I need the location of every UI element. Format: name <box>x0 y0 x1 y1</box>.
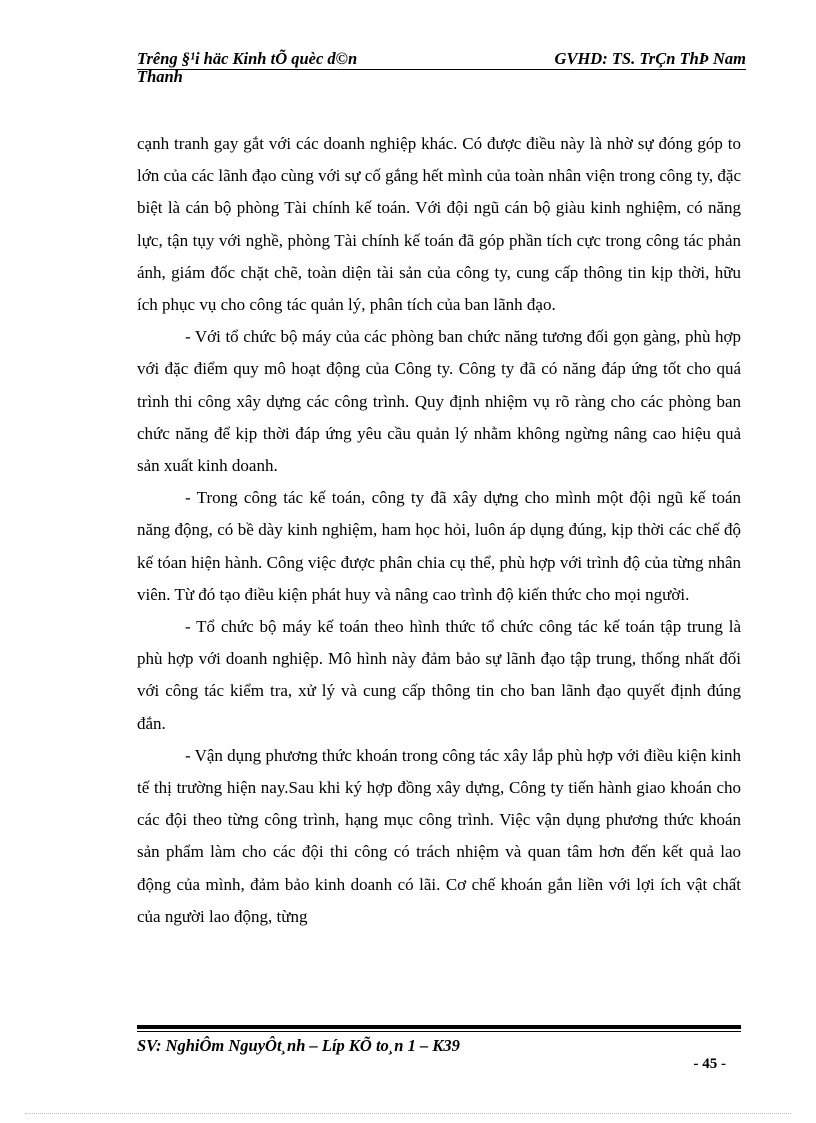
footer-divider-thick <box>137 1025 741 1029</box>
paragraph-department-structure: - Với tổ chức bộ máy của các phòng ban chức năng tương đối gọn gàng, phù hợp với đặc điểm quy mô hoạt động của Công ty. Công ty đã có năng đáp ứng tốt cho quá trình thi công xây dựng các công trình. Quy định nhiệm vụ rõ ràng cho các phòng ban chức năng để kịp thời đáp ứng yêu cầu quản lý nhằm không ngừng nâng cao hiệu quả sản xuất kinh doanh. <box>137 327 741 476</box>
header-divider <box>137 69 746 70</box>
footer-divider-thin <box>137 1031 741 1032</box>
header-university-continued: Thanh <box>137 67 183 86</box>
page-number: - 45 - <box>693 1056 726 1072</box>
paragraph-contracting-method: - Vận dụng phương thức khoán trong công tác xây lắp phù hợp với điều kiện kinh tế thị trường hiện nay.Sau khi ký hợp đồng xây dựng, Công ty tiến hành giao khoán cho các đội theo từng công trình, hạng mục công trình. Việc vận dụng phương thức khoán sản phẩm làm cho các đội thi công có trách nhiệm và quan tâm hơn đến kết quả lao động của mình, đảm bảo kinh doanh có lãi. Cơ chế khoán gắn liền với lợi ích vật chất của người lao động, từng <box>137 745 741 926</box>
paragraph-accounting-team: - Trong công tác kế toán, công ty đã xây dựng cho mình một đội ngũ kế toán năng động, có bề dày kinh nghiệm, ham học hỏi, luôn áp dụng đúng, kịp thời các chế độ kế tóan hiện hành. Công việc được phân chia cụ thể, phù hợp với trình độ của từng nhân viên. Từ đó tạo điều kiện phát huy và nâng cao trình độ kiến thức cho mọi người. <box>137 488 741 604</box>
page-header <box>137 50 746 90</box>
page-bottom-border <box>25 1113 791 1114</box>
paragraph-continuation: cạnh tranh gay gắt với các doanh nghiệp khác. Có được điều này là nhờ sự đóng góp to lớn của các lãnh đạo cùng với sự cố gắng hết mình của toàn nhân viện trong công ty, đặc biệt là cán bộ phòng Tài chính kế toán. Với đội ngũ cán bộ giàu kinh nghiệm, có năng lực, tận tụy với nghề, phòng Tài chính kế toán đã góp phần tích cực trong công tác phản ánh, giám đốc chặt chẽ, toàn diện tài sản của công ty, cung cấp thông tin kịp thời, hữu ích phục vụ cho công tác quản lý, phân tích của ban lãnh đạo. <box>137 134 741 315</box>
header-supervisor: GVHD: TS. TrÇn ThÞ Nam <box>554 49 746 68</box>
document-body <box>137 128 741 933</box>
footer-student-info: SV: NghiÔm NguyÔt¸nh – Líp KÕ to¸n 1 – K39 <box>137 1036 460 1055</box>
paragraph-accounting-organization: - Tổ chức bộ máy kế toán theo hình thức tổ chức công tác kế toán tập trung là phù hợp với doanh nghiệp. Mô hình này đảm bảo sự lãnh đạo tập trung, thống nhất đối với công tác kiểm tra, xử lý và cung cấp thông tin cho ban lãnh đạo quyết định đúng đắn. <box>137 617 741 733</box>
header-university: Trêng §¹i häc Kinh tÕ quèc d©n <box>137 49 358 68</box>
